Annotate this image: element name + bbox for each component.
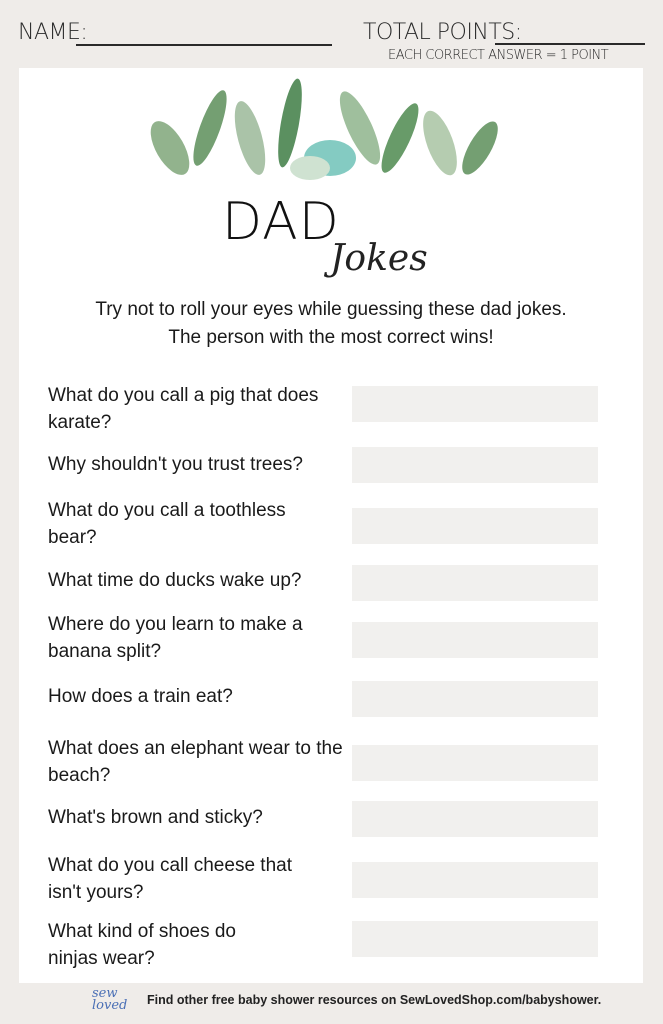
question-7: What does an elephant wear to the beach?	[48, 738, 343, 786]
answer-box-6[interactable]	[352, 681, 598, 717]
question-1: What do you call a pig that does karate?	[48, 385, 319, 433]
total-points-label: TOTAL POINTS:	[363, 20, 522, 45]
answer-box-9[interactable]	[352, 862, 598, 898]
answer-box-4[interactable]	[352, 565, 598, 601]
name-field[interactable]	[76, 44, 332, 46]
floral-decoration-image	[150, 68, 512, 184]
question-5: Where do you learn to make a banana split?	[48, 614, 303, 662]
answer-box-7[interactable]	[352, 745, 598, 781]
instructions	[19, 296, 643, 352]
answer-box-1[interactable]	[352, 386, 598, 422]
answer-box-2[interactable]	[352, 447, 598, 483]
name-label: NAME:	[18, 20, 88, 45]
question-8: What's brown and sticky?	[48, 807, 263, 828]
title-dad: DAD	[222, 192, 340, 252]
question-9: What do you call cheese that isn't yours?	[48, 855, 292, 903]
points-note: EACH CORRECT ANSWER = 1 POINT	[388, 48, 609, 63]
answer-box-8[interactable]	[352, 801, 598, 837]
footer-text: Find other free baby shower resources on SewLovedShop.com/babyshower.	[147, 993, 602, 1007]
question-4: What time do ducks wake up?	[48, 570, 302, 591]
question-2: Why shouldn't you trust trees?	[48, 454, 303, 475]
title-jokes: Jokes	[330, 238, 428, 279]
answer-box-10[interactable]	[352, 921, 598, 957]
question-10: What kind of shoes do ninjas wear?	[48, 921, 236, 969]
instructions-line-2: The person with the most correct wins!	[168, 327, 494, 348]
instructions-line-1: Try not to roll your eyes while guessing these dad jokes.	[95, 299, 567, 320]
total-points-field[interactable]	[495, 43, 645, 45]
sew-loved-logo: sew loved	[92, 986, 128, 1013]
question-3: What do you call a toothless bear?	[48, 500, 286, 548]
answer-box-3[interactable]	[352, 508, 598, 544]
answer-box-5[interactable]	[352, 622, 598, 658]
question-6: How does a train eat?	[48, 686, 233, 707]
